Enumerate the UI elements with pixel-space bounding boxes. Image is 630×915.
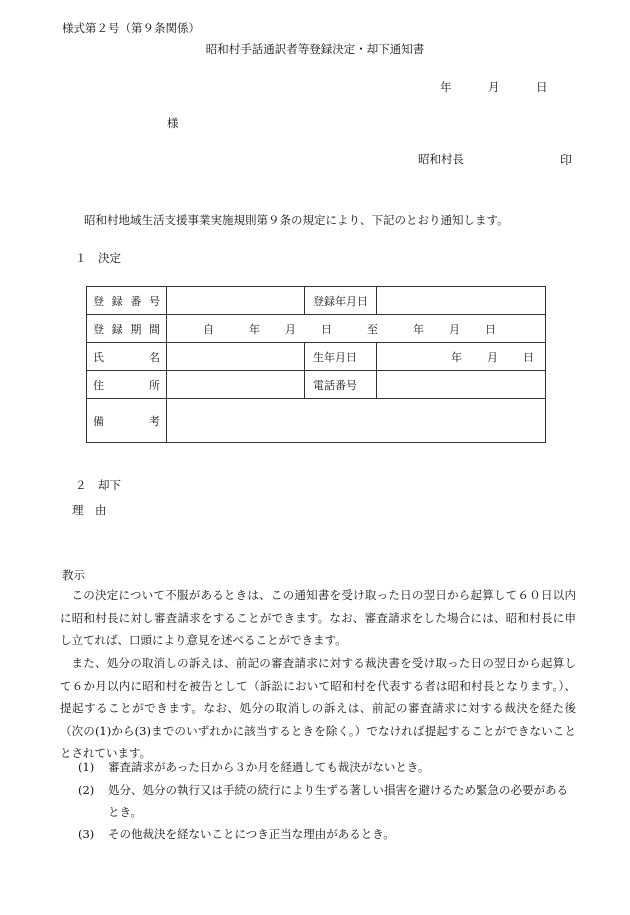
period-from-day: 日 (321, 322, 332, 336)
period-label: 登録期間 (87, 315, 167, 343)
address-label: 住所 (87, 371, 167, 399)
seal-mark: 印 (560, 153, 573, 167)
document-title: 昭和村手話通訳者等登録決定・却下通知書 (205, 42, 425, 56)
period-from-year: 年 (249, 322, 260, 336)
remarks-cell (167, 399, 546, 443)
table-row (87, 399, 546, 443)
reg-date-label: 登録年月日 (305, 287, 377, 315)
dob-day: 日 (523, 350, 534, 364)
address-cell (167, 371, 305, 399)
period-from-month: 月 (285, 322, 296, 336)
reason-label: 理 由 (72, 503, 107, 517)
phone-label: 電話番号 (305, 371, 377, 399)
date-day: 日 (536, 80, 548, 94)
phone-cell (377, 371, 546, 399)
name-label: 氏名 (87, 343, 167, 371)
dob-month: 月 (487, 350, 498, 364)
date-line (440, 79, 548, 95)
notice-paragraph-2: また、処分の取消しの訴えは、前記の審査請求に対する裁決書を受け取った日の翌日から起算して６か月以内に昭和村を被告として（訴訟において昭和村を代表する者は昭和村長となります。）、提起することができます。なお、処分の取消しの訴えは、前記の審査請求に対する裁決を経た後（次の(1)から(3)までのいずれかに該当するときを除く。）でなければ提起することができないこととされています。 (60, 656, 576, 760)
addressee-suffix: 様 (167, 116, 179, 130)
item-text: 処分、処分の執行又は手続の続行により生ずる著しい損害を避けるため緊急の必要があるとき。 (108, 783, 568, 819)
notice-heading: 教示 (62, 568, 85, 582)
dob-cell (377, 343, 546, 371)
intro-text: 昭和村地域生活支援事業実施規則第９条の規定により、下記のとおり通知します。 (84, 213, 509, 227)
item-number: (2) (78, 783, 95, 797)
dob-label: 生年月日 (305, 343, 377, 371)
reg-date-cell (377, 287, 546, 315)
name-cell (167, 343, 305, 371)
item-text: その他裁決を経ないことにつき正当な理由があるとき。 (108, 827, 395, 841)
date-year: 年 (440, 80, 452, 94)
dob-year: 年 (451, 350, 462, 364)
date-month: 月 (488, 80, 500, 94)
issuer-name: 昭和村長 (418, 152, 464, 166)
reg-no-label: 登録番号 (87, 287, 167, 315)
reg-no-cell (167, 287, 305, 315)
section2-heading: ２ 却下 (75, 478, 121, 492)
table-row (87, 371, 546, 399)
period-to-month: 月 (449, 322, 460, 336)
registration-table (86, 286, 546, 443)
form-number: 様式第２号（第９条関係） (62, 21, 200, 35)
period-to: 至 (367, 322, 378, 336)
table-row (87, 343, 546, 371)
table-row (87, 315, 546, 343)
item-number: (3) (78, 827, 95, 841)
period-to-year: 年 (413, 322, 424, 336)
period-cell (167, 315, 546, 343)
section1-heading: １ 決定 (75, 251, 121, 265)
item-number: (1) (78, 760, 95, 774)
table-row (87, 287, 546, 315)
period-from: 自 (203, 322, 214, 336)
item-text: 審査請求があった日から３か月を経過しても裁決がないとき。 (108, 760, 430, 774)
notice-paragraph-1: この決定について不服があるときは、この通知書を受け取った日の翌日から起算して６０日以内に昭和村長に対し審査請求をすることができます。なお、審査請求をした場合には、昭和村長に申し立てれば、口頭により意見を述べることができます。 (60, 588, 576, 647)
remarks-label: 備考 (87, 399, 167, 443)
period-to-day: 日 (485, 322, 496, 336)
